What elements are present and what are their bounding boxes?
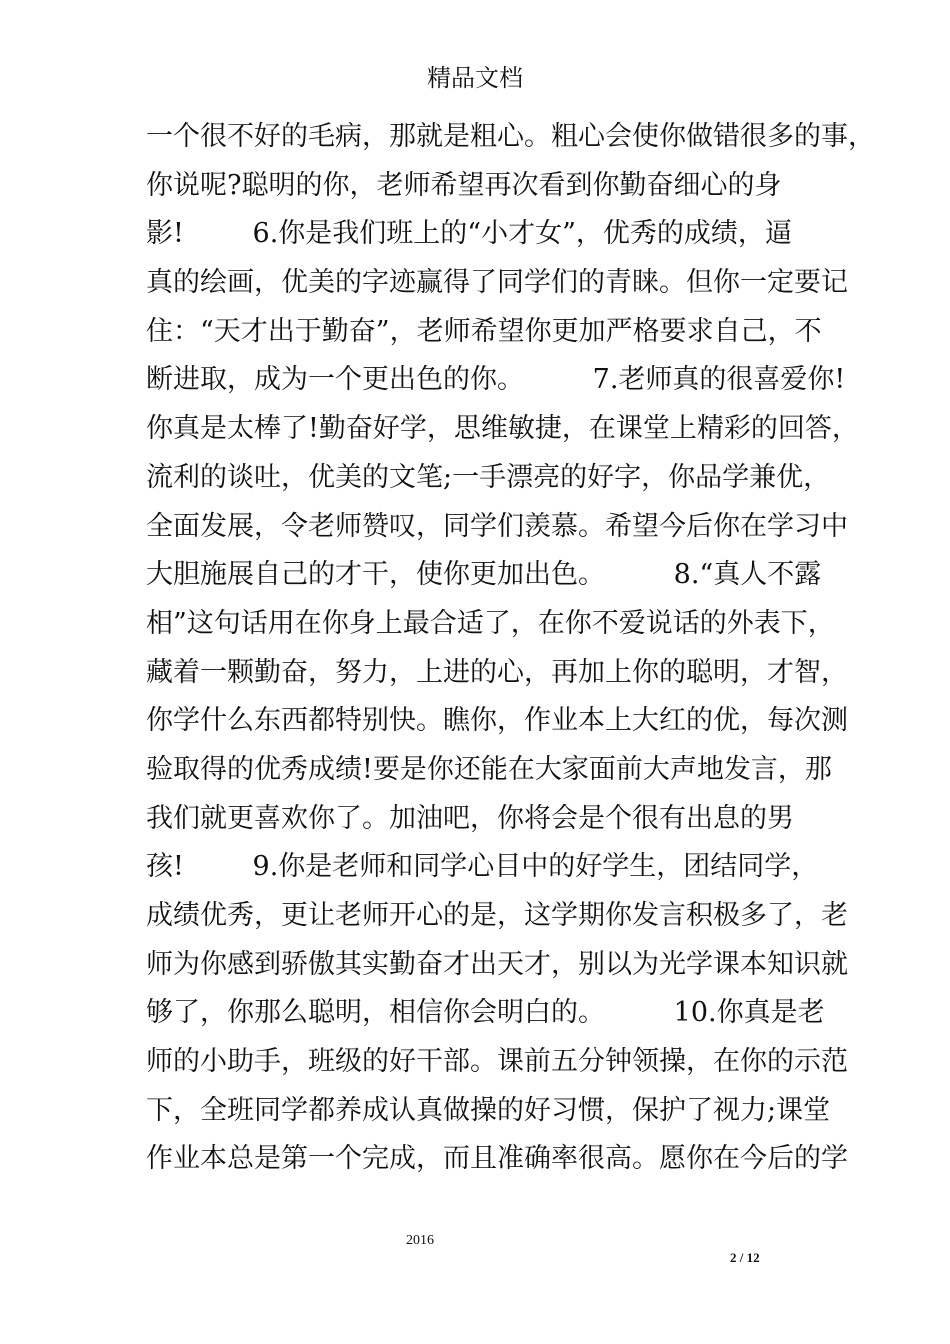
text-line: 孩! 9.你是老师和同学心目中的好学生，团结同学， [146,851,819,883]
text-line: 我们就更喜欢你了。加油吧，你将会是个很有出息的男 [146,802,794,834]
text-line: 验取得的优秀成绩!要是你还能在大家面前大声地发言，那 [146,753,832,785]
text-line: 藏着一颗勤奋，努力，上进的心，再加上你的聪明，才智， [146,656,848,688]
text-line: 师的小助手，班级的好干部。课前五分钟领操，在你的示范 [146,1046,848,1078]
text-line: 住：“天才出于勤奋”，老师希望你更加严格要求自己，不 [146,315,822,347]
text-line: 下，全班同学都养成认真做操的好习惯，保护了视力;课堂 [146,1094,831,1126]
page-header: 精品文档 [427,64,523,92]
text-line: 你学什么东西都特别快。瞧你，作业本上大红的优，每次测 [146,705,848,737]
text-line: 流利的谈吐，优美的文笔;一手漂亮的好字，你品学兼优， [146,461,831,493]
text-line: 你说呢?聪明的你，老师希望再次看到你勤奋细心的身 [146,169,782,201]
page-number: 2 / 12 [730,1250,760,1265]
text-line: 够了，你那么聪明，相信你会明白的。 10.你真是老 [146,997,825,1029]
text-line: 成绩优秀，更让老师开心的是，这学期你发言积极多了，老 [146,900,848,931]
text-line: 一个很不好的毛病，那就是粗心。粗心会使你做错很多的事， [146,121,875,152]
text-line: 全面发展，令老师赞叹，同学们羡慕。希望今后你在学习中 [146,510,848,542]
text-line: 断进取，成为一个更出色的你。 7.老师真的很喜爱你! [146,364,846,396]
text-line: 大胆施展自己的才干，使你更加出色。 8.“真人不露 [146,559,822,591]
text-line: 影! 6.你是我们班上的“小才女”，优秀的成绩，逼 [146,218,792,250]
text-line: 相”这句话用在你身上最合适了，在你不爱说话的外表下， [146,607,835,639]
text-line: 师为你感到骄傲其实勤奋才出天才，别以为光学课本知识就 [146,948,848,980]
text-line: 作业本总是第一个完成，而且准确率很高。愿你在今后的学 [146,1143,848,1175]
footer-year: 2016 [406,1233,434,1248]
document-body [146,113,875,1184]
text-line: 真的绘画，优美的字迹赢得了同学们的青睐。但你一定要记 [146,267,848,299]
text-line: 你真是太棒了!勤奋好学，思维敏捷，在课堂上精彩的回答， [146,413,859,445]
